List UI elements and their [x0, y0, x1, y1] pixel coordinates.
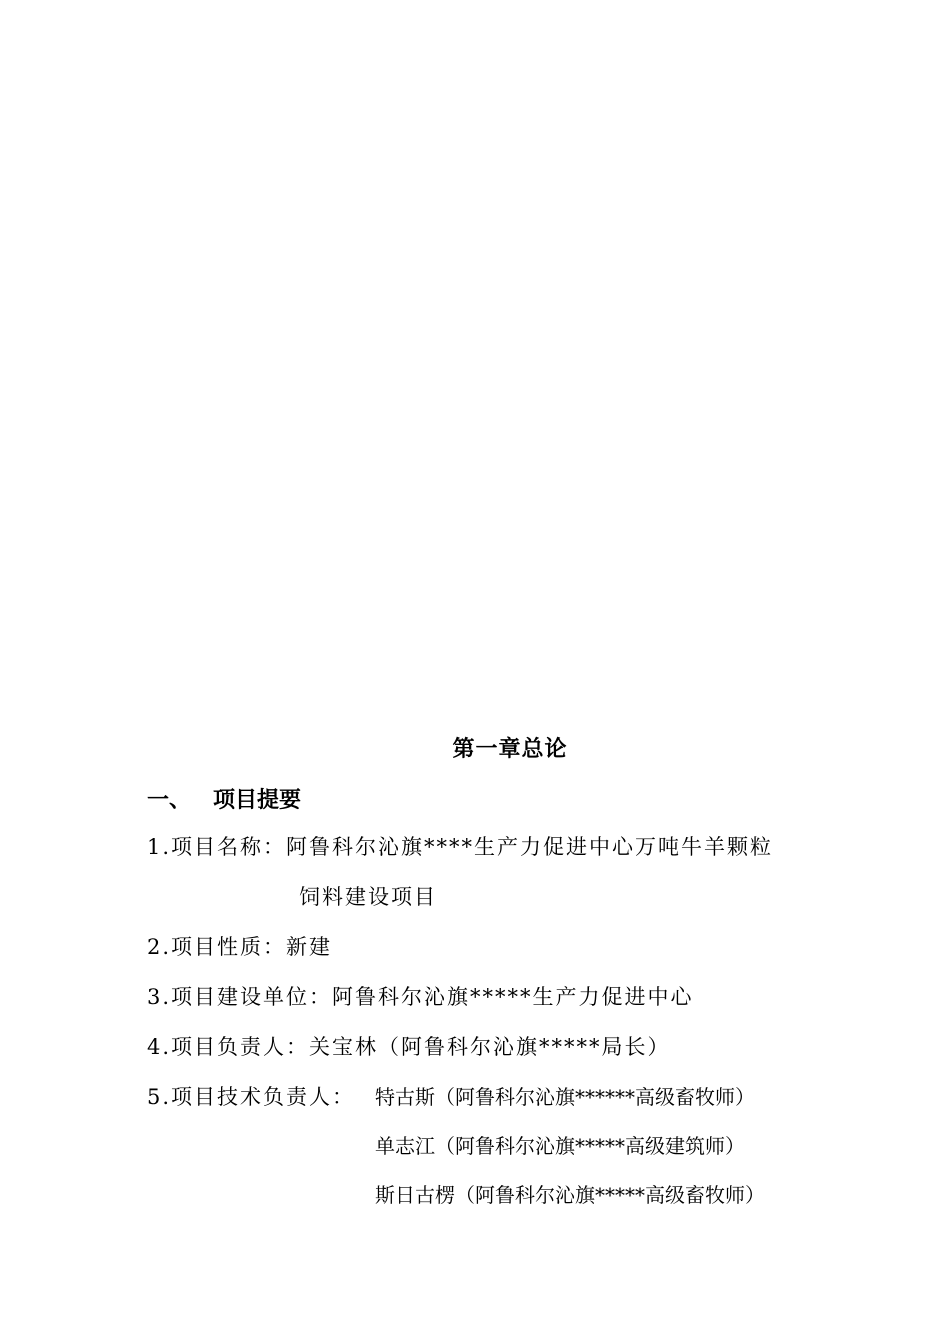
item-project-nature	[147, 932, 332, 962]
technical-person: 特古斯（阿鲁科尔沁旗******高级畜牧师）	[375, 1085, 755, 1109]
item-value: 新建	[286, 935, 333, 959]
item-value: 阿鲁科尔沁旗****生产力促进中心万吨牛羊颗粒	[286, 835, 774, 859]
item-construction-unit	[147, 982, 694, 1012]
item-project-leader	[147, 1032, 671, 1062]
technical-person: 斯日古楞（阿鲁科尔沁旗*****高级畜牧师）	[375, 1183, 765, 1207]
section-number: 一、	[147, 787, 192, 813]
technical-person: 单志江（阿鲁科尔沁旗*****高级建筑师）	[375, 1134, 745, 1158]
section-title: 项目提要	[213, 787, 302, 813]
item-label: 2.项目性质：	[147, 935, 287, 959]
item-label: 1.项目名称：	[147, 835, 287, 859]
item-label: 4.项目负责人：	[147, 1035, 310, 1059]
section-heading	[147, 783, 301, 814]
item-label: 5.项目技术负责人：	[147, 1085, 356, 1109]
item-technical-leader	[147, 1082, 355, 1112]
item-value-continuation: 饲料建设项目	[299, 885, 437, 909]
item-value: 阿鲁科尔沁旗*****生产力促进中心	[332, 985, 694, 1009]
item-label: 3.项目建设单位：	[147, 985, 333, 1009]
item-value: 关宝林（阿鲁科尔沁旗*****局长）	[309, 1035, 671, 1059]
item-project-name	[147, 832, 773, 862]
chapter-title: 第一章总论	[452, 736, 568, 762]
